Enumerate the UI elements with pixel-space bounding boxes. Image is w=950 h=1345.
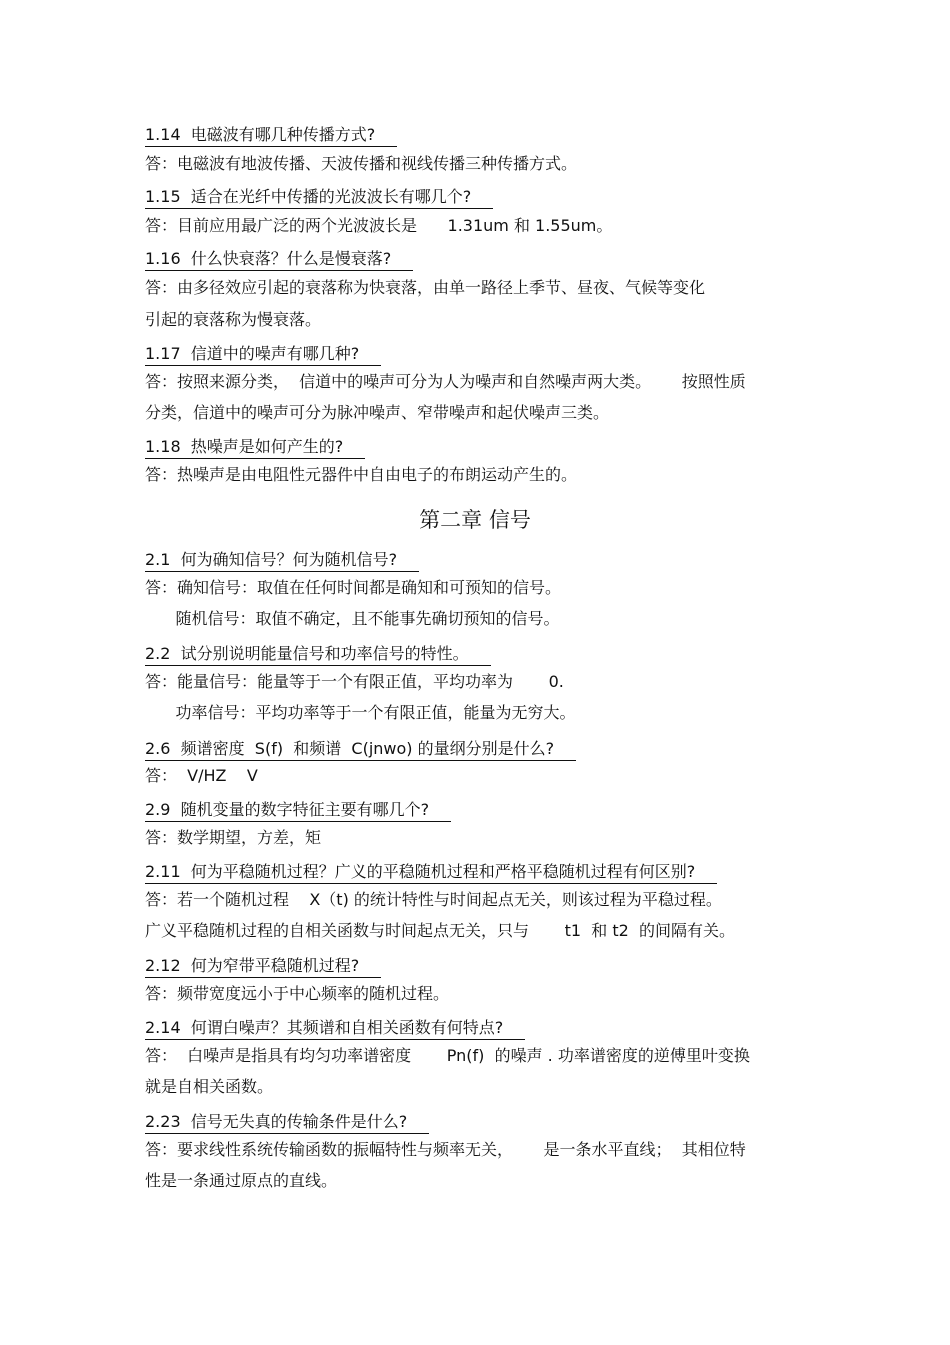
answer-2-11-line2: 广义平稳随机过程的自相关函数与时间起点无关，只与 t1 和 t2 的间隔有关。 [145, 921, 735, 940]
answer-2-9: 答：数学期望，方差，矩 [145, 828, 322, 847]
answer-1-16-line2: 引起的衰落称为慢衰落。 [145, 310, 322, 329]
question-2-9 [145, 797, 451, 822]
question-text: 2.23 信号无失真的传输条件是什么? [145, 1109, 429, 1134]
answer-2-11-line1: 答：若一个随机过程 X（t) 的统计特性与时间起点无关，则该过程为平稳过程。 [145, 890, 722, 909]
question-2-12 [145, 953, 381, 978]
chapter-title: 第二章 信号 [419, 508, 531, 532]
question-2-14 [145, 1015, 525, 1040]
answer-2-14-line2: 就是自相关函数。 [145, 1077, 274, 1096]
answer-2-6: 答： V/HZ V [145, 766, 258, 785]
answer-1-18: 答：热噪声是由电阻性元器件中自由电子的布朗运动产生的。 [145, 465, 578, 484]
question-text: 2.12 何为窄带平稳随机过程? [145, 953, 381, 978]
question-2-11 [145, 859, 717, 884]
answer-1-16-line1: 答：由多径效应引起的衰落称为快衰落，由单一路径上季节、昼夜、气候等变化 [145, 278, 706, 297]
answer-2-1-line2: 随机信号：取值不确定，且不能事先确切预知的信号。 [145, 609, 560, 628]
question-text: 1.14 电磁波有哪几种传播方式? [145, 122, 397, 147]
question-text: 1.17 信道中的噪声有哪几种? [145, 341, 381, 366]
question-text: 1.16 什么快衰落？什么是慢衰落? [145, 246, 413, 271]
question-1-17 [145, 341, 381, 366]
question-1-14 [145, 122, 397, 147]
question-1-15 [145, 184, 493, 209]
question-1-18 [145, 434, 365, 459]
question-2-23 [145, 1109, 429, 1134]
question-text: 2.6 频谱密度 S(f) 和频谱 C(jnwo) 的量纲分别是什么? [145, 736, 576, 761]
question-1-16 [145, 246, 413, 271]
answer-2-23-line2: 性是一条通过原点的直线。 [145, 1171, 338, 1190]
question-text: 2.11 何为平稳随机过程？广义的平稳随机过程和严格平稳随机过程有何区别? [145, 859, 717, 884]
question-text: 2.9 随机变量的数字特征主要有哪几个? [145, 797, 451, 822]
question-2-2 [145, 641, 491, 666]
question-text: 1.18 热噪声是如何产生的? [145, 434, 365, 459]
answer-1-17-line1: 答：按照来源分类， 信道中的噪声可分为人为噪声和自然噪声两大类。 按照性质 [145, 372, 746, 391]
answer-1-15: 答：目前应用最广泛的两个光波波长是 1.31um 和 1.55um。 [145, 216, 613, 235]
answer-2-2-line2: 功率信号：平均功率等于一个有限正值，能量为无穷大。 [145, 703, 576, 722]
question-2-6 [145, 736, 576, 761]
answer-1-14: 答：电磁波有地波传播、天波传播和视线传播三种传播方式。 [145, 154, 578, 173]
question-text: 1.15 适合在光纤中传播的光波波长有哪几个? [145, 184, 493, 209]
answer-2-23-line1: 答：要求线性系统传输函数的振幅特性与频率无关， 是一条水平直线； 其相位特 [145, 1140, 746, 1159]
answer-1-17-line2: 分类，信道中的噪声可分为脉冲噪声、窄带噪声和起伏噪声三类。 [145, 403, 610, 422]
answer-2-12: 答：频带宽度远小于中心频率的随机过程。 [145, 984, 450, 1003]
answer-2-2-line1: 答：能量信号：能量等于一个有限正值，平均功率为 0. [145, 672, 564, 691]
answer-2-14-line1: 答： 白噪声是指具有均匀功率谱密度 Pn(f) 的噪声 . 功率谱密度的逆傅里叶变换 [145, 1046, 750, 1065]
question-2-1 [145, 547, 419, 572]
answer-2-1-line1: 答：确知信号：取值在任何时间都是确知和可预知的信号。 [145, 578, 562, 597]
question-text: 2.1 何为确知信号？何为随机信号? [145, 547, 419, 572]
question-text: 2.2 试分别说明能量信号和功率信号的特性。 [145, 641, 491, 666]
question-text: 2.14 何谓白噪声？其频谱和自相关函数有何特点? [145, 1015, 525, 1040]
